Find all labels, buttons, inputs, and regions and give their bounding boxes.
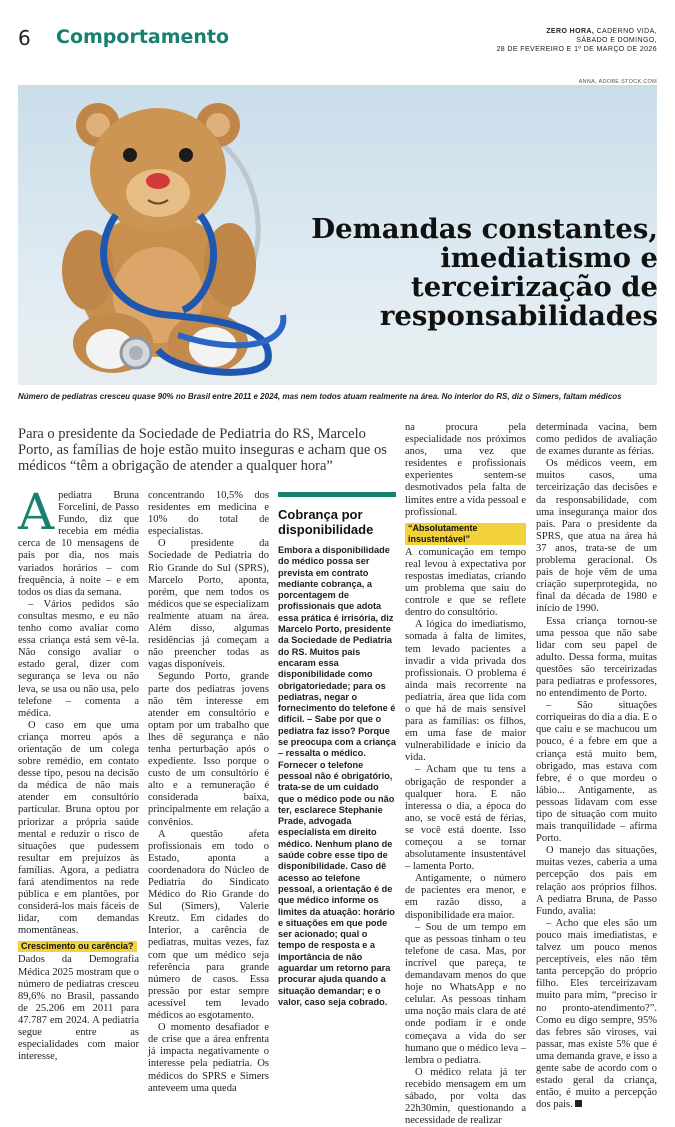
paragraph: Dados da Demografia Médica 2025 mostram que o número de pediatras cresceu 89,6% no Brasil, passando de 25.206 em 2011 para 47.787 em 2024. A pediatria segue entre as especialidades com maior interesse, <box>18 954 139 1063</box>
headline <box>258 215 658 331</box>
paragraph: – Vários pedidos são consultas mesmo, e eu não tenho como avaliar como essa criança está sem vê-la. Não consigo avaliar o estado geral, dizer com segurança se leva ou não leva, se usa ou não usa, pelo telefone – comenta a médica. <box>18 598 139 719</box>
page-number: 6 <box>18 26 31 50</box>
paragraph: Antigamente, o número de pacientes era menor, e em razão disso, a disponibilidade era maior. <box>405 873 526 921</box>
paragraph: determinada vacina, bem como pedidos de avaliação de exames durante as férias. <box>536 422 657 458</box>
paragraph: concentrando 10,5% dos residentes em medicina e 10% do total de especialistas. <box>148 490 269 538</box>
column-1 <box>18 483 139 1063</box>
publication-name: ZERO HORA, <box>546 28 595 35</box>
section-title: Comportamento <box>56 26 230 48</box>
page-header <box>0 0 675 70</box>
paragraph: O momento desafiador e de crise que a área enfrenta já impacta negativamente o interesse pela pediatria. Os médicos do SPRS e Simers anteveem uma queda <box>148 1022 269 1094</box>
photo-caption: Número de pediatras cresceu quase 90% no Brasil entre 2011 e 2024, mas nem todos atuam realmente na área. No interior do RS, diz o Simers, faltam médicos <box>18 392 622 401</box>
edition-line-2: SÁBADO E DOMINGO, <box>576 37 657 44</box>
edition-line-1: CADERNO VIDA, <box>596 28 657 35</box>
paragraph: O médico relata já ter recebido mensagem em um sábado, por volta das 22h30min, questionando a necessidade de realizar <box>405 1066 526 1127</box>
edition-line-3: 28 DE FEVEREIRO E 1º DE MARÇO DE 2026 <box>496 46 657 53</box>
subheading-tag: “Absolutamente insustentável” <box>405 523 526 545</box>
column-2 <box>148 490 269 1095</box>
paragraph: O presidente da Sociedade de Pediatria do Rio Grande do Sul (SPRS), Marcelo Porto, aponta, porém, que nem todos os médicos que se especializam realmente atuam na área. Além disso, algumas residências já começam a não preencher todas as vagas disponíveis. <box>148 538 269 671</box>
paragraph: Os médicos veem, em muitos casos, uma terceirização das decisões e da responsabilidade, com uma insegurança maior dos pais. Para o presidente da SPRS, que atua na área há 37 anos, trata-se de um problema geracional. Os pais de hoje vêm de uma criação superprotegida, no final da década de 1980 e início de 1990. <box>536 458 657 615</box>
headline-line: terceirização de <box>411 271 658 303</box>
masthead <box>496 27 657 54</box>
headline-line: imediatismo e <box>440 242 658 274</box>
sidebar-body: Embora a disponibilidade do médico possa ser prevista em contrato mediante cobrança, a porcentagem de profissionais que adota essa prática é irrisória, diz Marcelo Porto, presidente da Sociedade de Pediatria do RS. Muitos pais encaram essa disponibilidade como obrigatoriedade; para os pediatras, negar o fornecimento do telefone é difícil. – Sabe por que o pediatra faz isso? Porque se preocupa com a criança – ressalta o médico. Fornecer o telefone pessoal não é obrigatório, trata-se de um cuidado que o médico pode ou não ter, esclarece Stephanie Prade, advogada especialista em direito médico. Nenhum plano de saúde cobre esse tipo de disponibilidade. Caso dê acesso ao telefone pessoal, a orientação é de que médico informe os limites da atuação: horário e situações em que pode ser acionado; qual o tempo de resposta e a importância de não aguardar um retorno para procurar ajuda quando a situação demandar; e o valor, caso seja cobrado. <box>278 545 396 1007</box>
paragraph: O caso em que uma criança morreu após a orientação de um colega sobre remédio, em contato desse tipo, pesou na decisão da médica de não mais atender em consultório particular. Bruna optou por priorizar a própria saúde mental e reduzir o risco de situações que pudessem resultar em prejuízos às famílias. Agora, a pediatra fará atendimentos na rede pública e em plantões, por considerá-los mais fáceis de lidar, com demandas momentâneas. <box>18 719 139 937</box>
paragraph: – Acho que eles são um pouco mais imediatistas, e talvez um pouco menos perceptíveis, eles não têm tanta percepção do próprio filho. Eles terceirizavam muito para mim, “preciso ir no pronto-atendimento?”. Como eu digo sempre, 95% das febres são viroses, vai passar, mas existe 5% que é uma demanda grave, e isso a gente sabe de acordo com o estado geral da criança, então, é muito a percepção dos pais. <box>536 917 657 1111</box>
lead-paragraph: Para o presidente da Sociedade de Pediatria do RS, Marcelo Porto, as famílias de hoje estão muito inseguras e acham que os médicos “têm a obrigação de atender a qualquer hora” <box>18 426 387 474</box>
paragraph: – Acham que tu tens a obrigação de responder a qualquer hora. E não interessa o dia, a época do ano, se você está de férias, se você está doente. Isso começou a se tornar absolutamente insustentável – lamenta Porto. <box>405 764 526 873</box>
lead-photo <box>18 85 657 385</box>
paragraph: Apediatra Bruna Forcelini, de Passo Fundo, diz que recebia em média cerca de 10 mensagens de pais por dia, nos mais variados horários – com frequência, à noite – e em todos os dias da semana. <box>18 483 139 598</box>
column-4 <box>405 422 526 1127</box>
photo-credit: ANNA, ADOBE.STOCK.COM <box>578 79 657 85</box>
paragraph: – São situações corriqueiras do dia a dia. E o que caiu e se machucou um pouco, é a febre em que a criança está muito bem, obrigado, mas estava com febre, é o que mordeu o lábio... Antigamente, as pessoas lidavam com esse tipo de situação com muito mais tranquilidade – afirma Porto. <box>536 700 657 845</box>
headline-line: Demandas constantes, <box>311 213 658 245</box>
headline-line: responsabilidades <box>379 300 658 332</box>
sidebar-title: Cobrança por disponibilidade <box>278 507 374 537</box>
sidebar-accent-bar <box>278 492 396 497</box>
paragraph: A comunicação em tempo real levou à expectativa por respostas imediatas, criando um problema que saiu do controle e que se reflete dentro do consultório. <box>405 546 526 619</box>
subheading-tag: Crescimento ou carência? <box>18 941 137 952</box>
paragraph: A questão afeta profissionais em todo o Estado, aponta a coordenadora do Núcleo de Pediatria do Sindicato Médico do Rio Grande do Sul (Simers), Valerie Kreutz. Em cidades do Interior, a carência de pediatras, muitas vezes, faz com que um médico seja referência para grande número de casos. Essa pressão por estar sempre acessível tem levado médicos ao esgotamento. <box>148 828 269 1022</box>
paragraph: O manejo das situações, muitas vezes, caberia a uma percepção dos pais em relação aos próprios filhos. A pediatra Bruna, de Passo Fundo, avalia: <box>536 845 657 917</box>
paragraph: – Sou de um tempo em que as pessoas tinham o teu telefone de casa. Mas, por incrível que pareça, te demandavam menos do que hoje no WhatsApp e no celular. As pessoas tinham uma noção mais clara de até onde podiam ir e onde começava a vida do ser humano que o médico leva – lembra o pediatra. <box>405 921 527 1066</box>
end-mark <box>575 1100 582 1107</box>
paragraph: na procura pela especialidade nos próximos anos, uma vez que residentes e profissionais experientes sentem-se desmotivados pela falta de limites entre a vida pessoal e profissional. <box>405 422 527 518</box>
paragraph: A lógica do imediatismo, somada à falta de limites, tem levado pacientes a invadir a vida privada dos profissionais. O problema é ainda mais recorrente na pediatria, área que lida com o que há de mais sensível para as famílias: os filhos, em uma fase de maior vulnerabilidade e início da vida. <box>405 619 526 764</box>
paragraph: Segundo Porto, grande parte dos pediatras jovens não têm interesse em atender em consultório e optam por um trabalho que lhes dê segurança e não tenha perturbação após o expediente. Isso porque o custo de um consultório é alto e a remuneração é considerada baixa, principalmente em relação a convênios. <box>148 671 269 828</box>
column-5 <box>536 422 657 1111</box>
drop-cap: A <box>18 483 55 541</box>
sidebar-box <box>278 492 396 1008</box>
paragraph: Essa criança tornou-se uma pessoa que não sabe lidar com seu papel de adulto. Dessa forma, muitas questões são terceirizadas para pediatras e professores, no entendimento de Porto. <box>536 615 657 700</box>
